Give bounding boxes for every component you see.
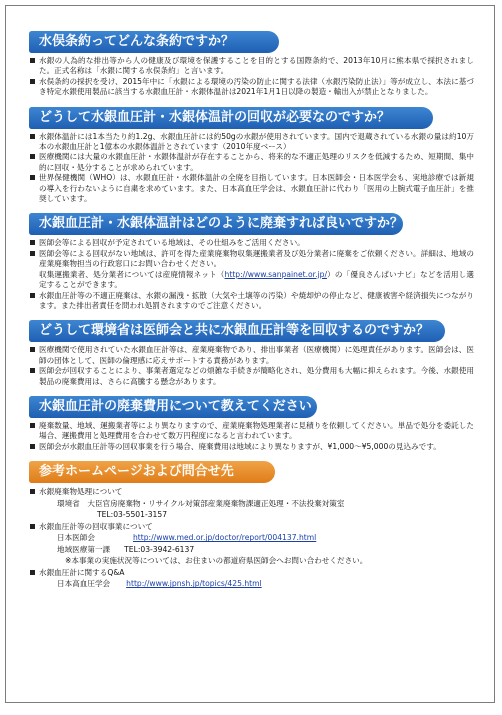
tel-number: TEL:03-3942-6137 bbox=[124, 544, 195, 554]
bullet-paragraph: 水俣条約の採択を受け、2015年中に「水銀による環境の汚染の防止に関する法律（水銀汚染防止法）」等が成立し、本法に基づき特定水銀使用製品に該当する水銀血圧計・水銀体温計は2021年1月1日以降の製造・輸出入が禁止となりました。 bbox=[29, 77, 474, 98]
org-name: 日本医師会 bbox=[57, 533, 95, 543]
reference-row bbox=[29, 578, 474, 590]
section-how-to-dispose bbox=[29, 212, 474, 311]
dept-name: 大臣官房廃棄物・リサイクル対策部産業廃棄物課適正処理・不法投棄対策室 bbox=[87, 498, 345, 508]
section-heading: 水銀血圧計の廃棄費用について教えてください bbox=[29, 396, 317, 418]
note-text: ※本事業の実施状況等については、お住まいの都道府県医師会へお問い合わせください。 bbox=[65, 556, 368, 566]
bullet-paragraph: 医療機関には大量の水銀血圧計・水銀体温計が存在することから、将来的な不適正処理のリスクを低減するため、短期間、集中的に回収・処分することが求められています。 bbox=[29, 152, 474, 173]
sub-text-before: 収集運搬業者、処分業者については産廃情報ネット（ bbox=[39, 269, 225, 279]
bullet-paragraph: 水銀血圧計等の不適正廃棄は、水銀の漏洩・拡散（大気や土壌等の汚染）や焼却炉の停止など、健康被害や経済損失につながります。また排出者責任を問われ処罰されますのでご注意ください。 bbox=[29, 291, 474, 312]
reference-row bbox=[29, 544, 474, 556]
bullet-paragraph: 世界保健機関（WHO）は、水銀血圧計・水銀体温計の全廃を目指しています。日本医師会・日本医学会も、実地診療では新規の導入を行わないように自粛を求めています。また、日本高血圧学会は、水銀血圧計に代わり「医用の上腕式電子血圧計」を推奨しています。 bbox=[29, 173, 474, 204]
reference-group-head: 水銀血圧計に関するQ&A bbox=[29, 567, 474, 579]
flyer-page bbox=[5, 5, 495, 703]
org-name: 日本高血圧学会 bbox=[57, 579, 111, 589]
reference-row bbox=[29, 498, 474, 510]
bullet-paragraph: 医師会等による回収が予定されている地域は、その仕組みをご活用ください。 bbox=[29, 238, 474, 248]
section-heading: 水俣条約ってどんな条約ですか？ bbox=[29, 31, 279, 53]
section-heading: 水銀血圧計・水銀体温計はどのように廃棄すれば良いですか？ bbox=[29, 213, 403, 235]
reference-row bbox=[29, 532, 474, 544]
reference-group-head: 水銀血圧計等の回収事業について bbox=[29, 521, 474, 533]
section-disposal-cost bbox=[29, 395, 474, 452]
bullet-paragraph: 医師会が水銀血圧計等の回収事業を行う場合、廃棄費用は地域により異なりますが、¥1,000～¥5,000の見込みです。 bbox=[29, 442, 474, 452]
med-link[interactable]: http://www.med.or.jp/doctor/report/004137.html bbox=[132, 533, 317, 543]
dept-name: 地域医療第一課 bbox=[57, 544, 111, 554]
bullet-paragraph: 廃棄数量、地域、運搬業者等により異なりますので、産業廃棄物処理業者に見積りを依頼してください。単品で処分を委託した場合、運搬費用と処理費用を合わせて数万円程度になると言われています。 bbox=[29, 421, 474, 442]
bullet-paragraph: 医師会等による回収がない地域は、許可を得た産業廃棄物収集運搬業者及び処分業者に廃棄をご依頼ください。詳細は、地域の産業廃棄物担当の行政窓口にお問い合わせください。 bbox=[29, 249, 474, 270]
bullet-paragraph: 医療機関で使用されていた水銀血圧計等は、産業廃棄物であり、排出事業者（医療機関）に処理責任があります。医師会は、医師の団体として、医師の倫理感に応えサポートする責務があります。 bbox=[29, 345, 474, 366]
sub-text-after: ）の「優良さんぱいナビ」などを活用し選定することができます。 bbox=[39, 269, 474, 290]
section-why-collection bbox=[29, 106, 474, 205]
reference-group-head: 水銀廃棄物処理について bbox=[29, 486, 474, 498]
bullet-paragraph: 医師会が回収することにより、事業者選定などの煩雑な手続きが簡略化され、処分費用も大幅に抑えられます。今後、水銀使用製品の廃棄費用は、さらに高騰する懸念があります。 bbox=[29, 366, 474, 387]
bullet-paragraph: 水銀体温計には1本当たり約1.2g、水銀血圧計には約50gの水銀が使用されています。国内で退蔵されている水銀の量は約10万本の水銀血圧計と1億本の水銀体温計とされています（2010年度ベース） bbox=[29, 132, 474, 153]
org-name: 環境省 bbox=[57, 498, 80, 508]
sub-paragraph bbox=[29, 270, 474, 291]
tel-number: TEL:03-5501-3157 bbox=[97, 510, 168, 520]
jpnsh-link[interactable]: http://www.jpnsh.jp/topics/425.html bbox=[126, 579, 262, 589]
bullet-paragraph: 水銀の人為的な排出等から人の健康及び環境を保護することを目的とする国際条約で、2013年10月に熊本県で採択されました。正式名称は「水銀に関する水俣条約」と言います。 bbox=[29, 56, 474, 77]
reference-list bbox=[29, 486, 474, 590]
section-why-ministry bbox=[29, 319, 474, 387]
section-heading: どうして水銀血圧計・水銀体温計の回収が必要なのですか？ bbox=[29, 107, 433, 129]
sanpainet-link[interactable]: http://www.sanpainet.or.jp/ bbox=[224, 269, 327, 279]
reference-heading: 参考ホームページおよび問合せ先 bbox=[29, 461, 275, 483]
section-reference bbox=[29, 460, 474, 590]
reference-note bbox=[29, 555, 474, 567]
section-minamata-convention bbox=[29, 30, 474, 98]
section-heading: どうして環境省は医師会と共に水銀血圧計等を回収するのですか？ bbox=[29, 320, 445, 342]
reference-row bbox=[29, 509, 474, 521]
